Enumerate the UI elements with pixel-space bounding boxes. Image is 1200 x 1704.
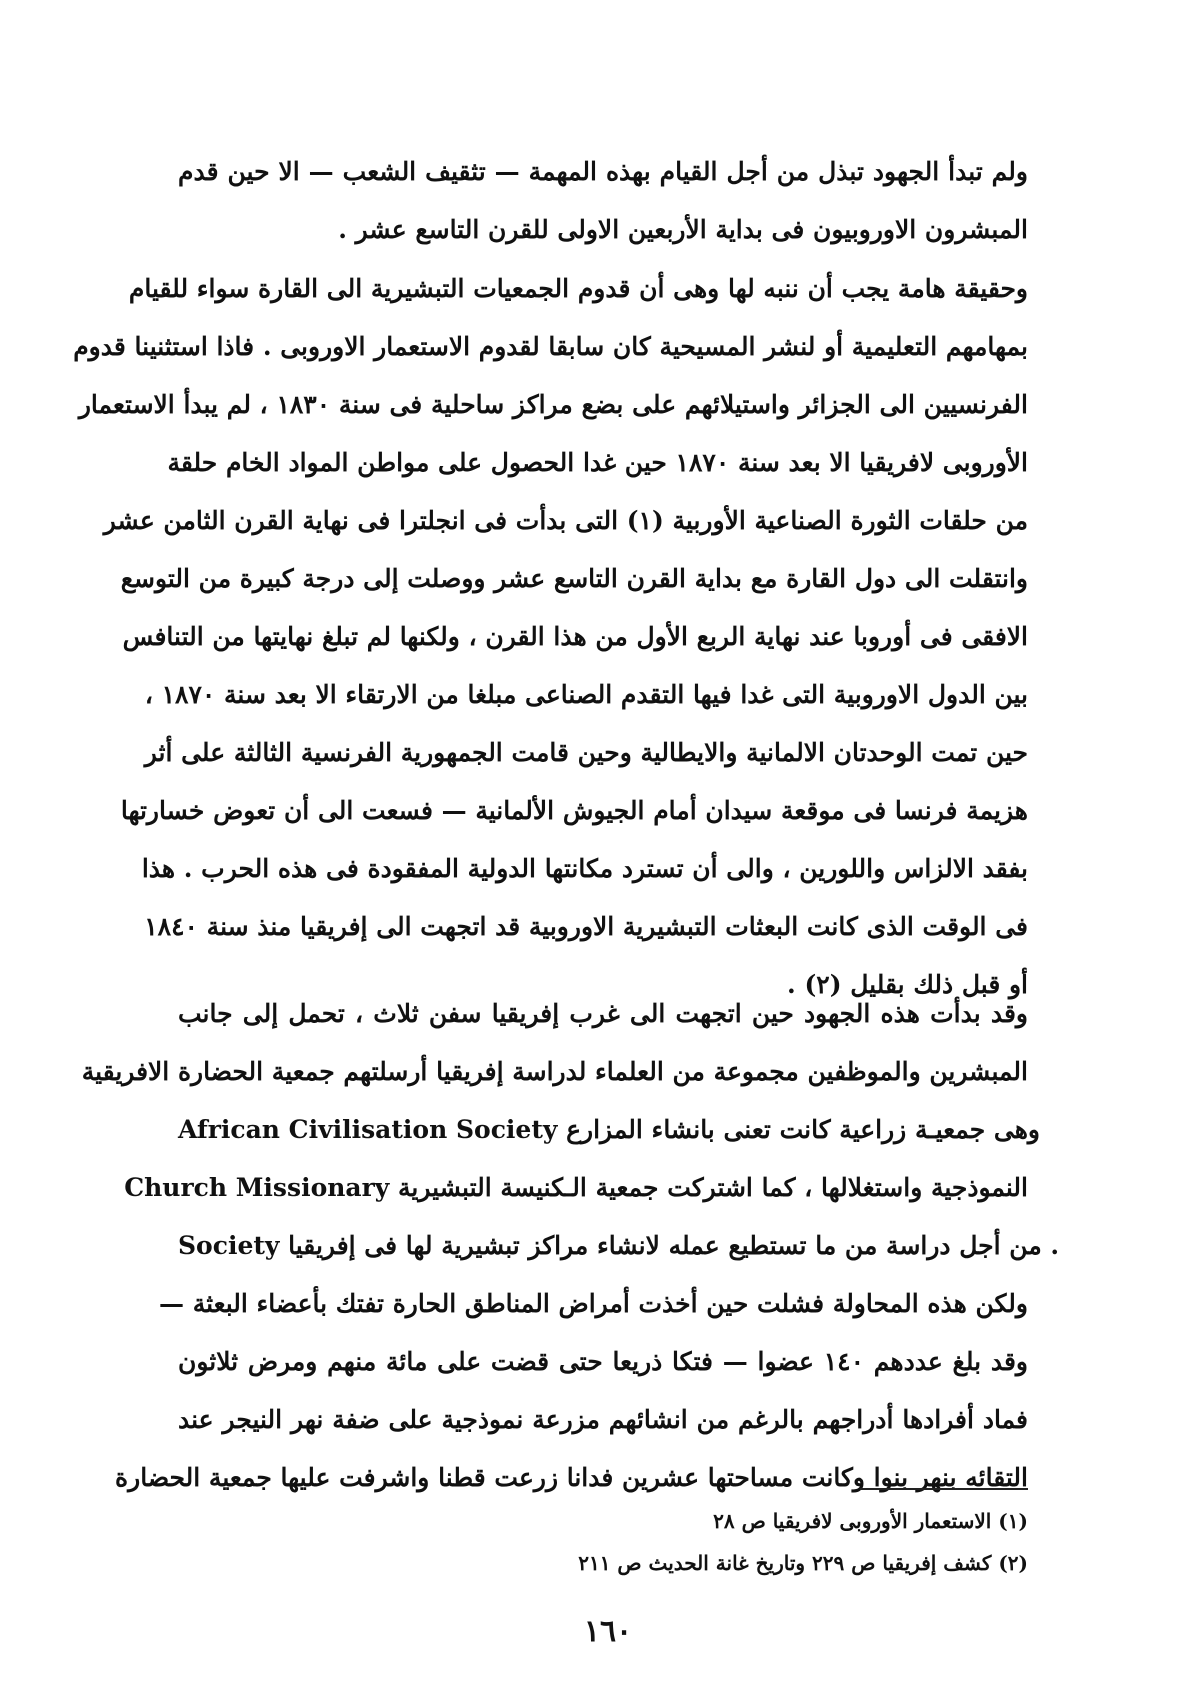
text-line: أو قبل ذلك بقليل (٢) . — [787, 970, 1028, 999]
text-line: هزيمة فرنسا فى موقعة سيدان أمام الجيوش الألمانية — فسعت الى أن تعوض خسارتها — [120, 796, 1028, 825]
footnote-1: (١) الاستعمار الأوروبى لافريقيا ص ٢٨ — [713, 1509, 1028, 1533]
text-line: من حلقات الثورة الصناعية الأوربية (١) التى بدأت فى انجلترا فى نهاية القرن الثامن عشر — [103, 506, 1028, 535]
text-line: وحقيقة هامة يجب أن ننبه لها وهى أن قدوم الجمعيات التبشيرية الى القارة سواء للقيام — [128, 274, 1028, 303]
footnote-2: (٢) كشف إفريقيا ص ٢٢٩ وتاريخ غانة الحديث ص ٢١١ — [578, 1551, 1028, 1575]
text-line: فى الوقت الذى كانت البعثات التبشيرية الاوروبية قد اتجهت الى إفريقيا منذ سنة ١٨٤٠ — [144, 912, 1028, 941]
text-line: African Civilisation Society وهى جمعيـة زراعية كانت تعنى بانشاء المزارع — [178, 1115, 1040, 1144]
text-line: المبشرون الاوروبيون فى بداية الأربعين الاولى للقرن التاسع عشر . — [338, 215, 1028, 244]
text-line: الأوروبى لافريقيا الا بعد سنة ١٨٧٠ حين غدا الحصول على مواطن المواد الخام حلقة — [167, 448, 1028, 477]
text-line: حين تمت الوحدتان الالمانية والايطالية وحين قامت الجمهورية الفرنسية الثالثة على أثر — [144, 738, 1028, 767]
text-line: Society من أجل دراسة من ما تستطيع عمله لانشاء مراكز تبشيرية لها فى إفريقيا . — [178, 1231, 1060, 1260]
paragraph-2 — [73, 260, 1028, 1014]
text-line: فماد أفرادها أدراجهم بالرغم من انشائهم مزرعة نموذجية على ضفة نهر النيجر عند — [178, 1405, 1028, 1434]
text-line: الفرنسيين الى الجزائر واستيلائهم على بضع مراكز ساحلية فى سنة ١٨٣٠ ، لم يبدأ الاستعمار — [78, 390, 1028, 419]
text-line: بفقد الالزاس واللورين ، والى أن تسترد مكانتها الدولية المفقودة فى هذه الحرب . هذا — [141, 854, 1028, 883]
text-line: بمهامهم التعليمية أو لنشر المسيحية كان سابقا لقدوم الاستعمار الاوروبى . فاذا استثنينا قدوم — [73, 332, 1028, 361]
text-line: المبشرين والموظفين مجموعة من العلماء لدراسة إفريقيا أرسلتهم جمعية الحضارة الافريقية — [81, 1057, 1028, 1086]
footnote-separator — [860, 1488, 1028, 1490]
text-line: الافقى فى أوروبا عند نهاية الربع الأول من هذا القرن ، ولكنها لم تبلغ نهايتها من التنافس — [122, 622, 1028, 651]
text-line: التقائه بنهر بنوا وكانت مساحتها عشرين فدانا زرعت قطنا واشرفت عليها جمعية الحضارة — [115, 1463, 1028, 1492]
text-line: ولكن هذه المحاولة فشلت حين أخذت أمراض المناطق الحارة تفتك بأعضاء البعثة — — [159, 1289, 1028, 1318]
text-line: بين الدول الاوروبية التى غدا فيها التقدم الصناعى مبلغا من الارتقاء الا بعد سنة ١٨٧٠ ، — [144, 680, 1028, 709]
text-line: وقد بدأت هذه الجهود حين اتجهت الى غرب إفريقيا سفن ثلاث ، تحمل إلى جانب — [178, 999, 1028, 1028]
footnotes — [400, 1500, 1028, 1584]
text-line: النموذجية واستغلالها ، كما اشتركت جمعية الـكنيسة التبشيرية Church Missionary — [124, 1173, 1028, 1202]
text-line: وانتقلت الى دول القارة مع بداية القرن التاسع عشر ووصلت إلى درجة كبيرة من التوسع — [120, 564, 1028, 593]
page-number: ١٦٠ — [583, 1614, 633, 1649]
paragraph-1 — [178, 143, 1028, 259]
text-line: ولم تبدأ الجهود تبذل من أجل القيام بهذه المهمة — تثقيف الشعب — الا حين قدم — [178, 157, 1028, 186]
text-line: وقد بلغ عددهم ١٤٠ عضوا — فتكا ذريعا حتى قضت على مائة منهم ومرض ثلاثون — [178, 1347, 1029, 1376]
paragraph-3 — [81, 985, 1060, 1507]
